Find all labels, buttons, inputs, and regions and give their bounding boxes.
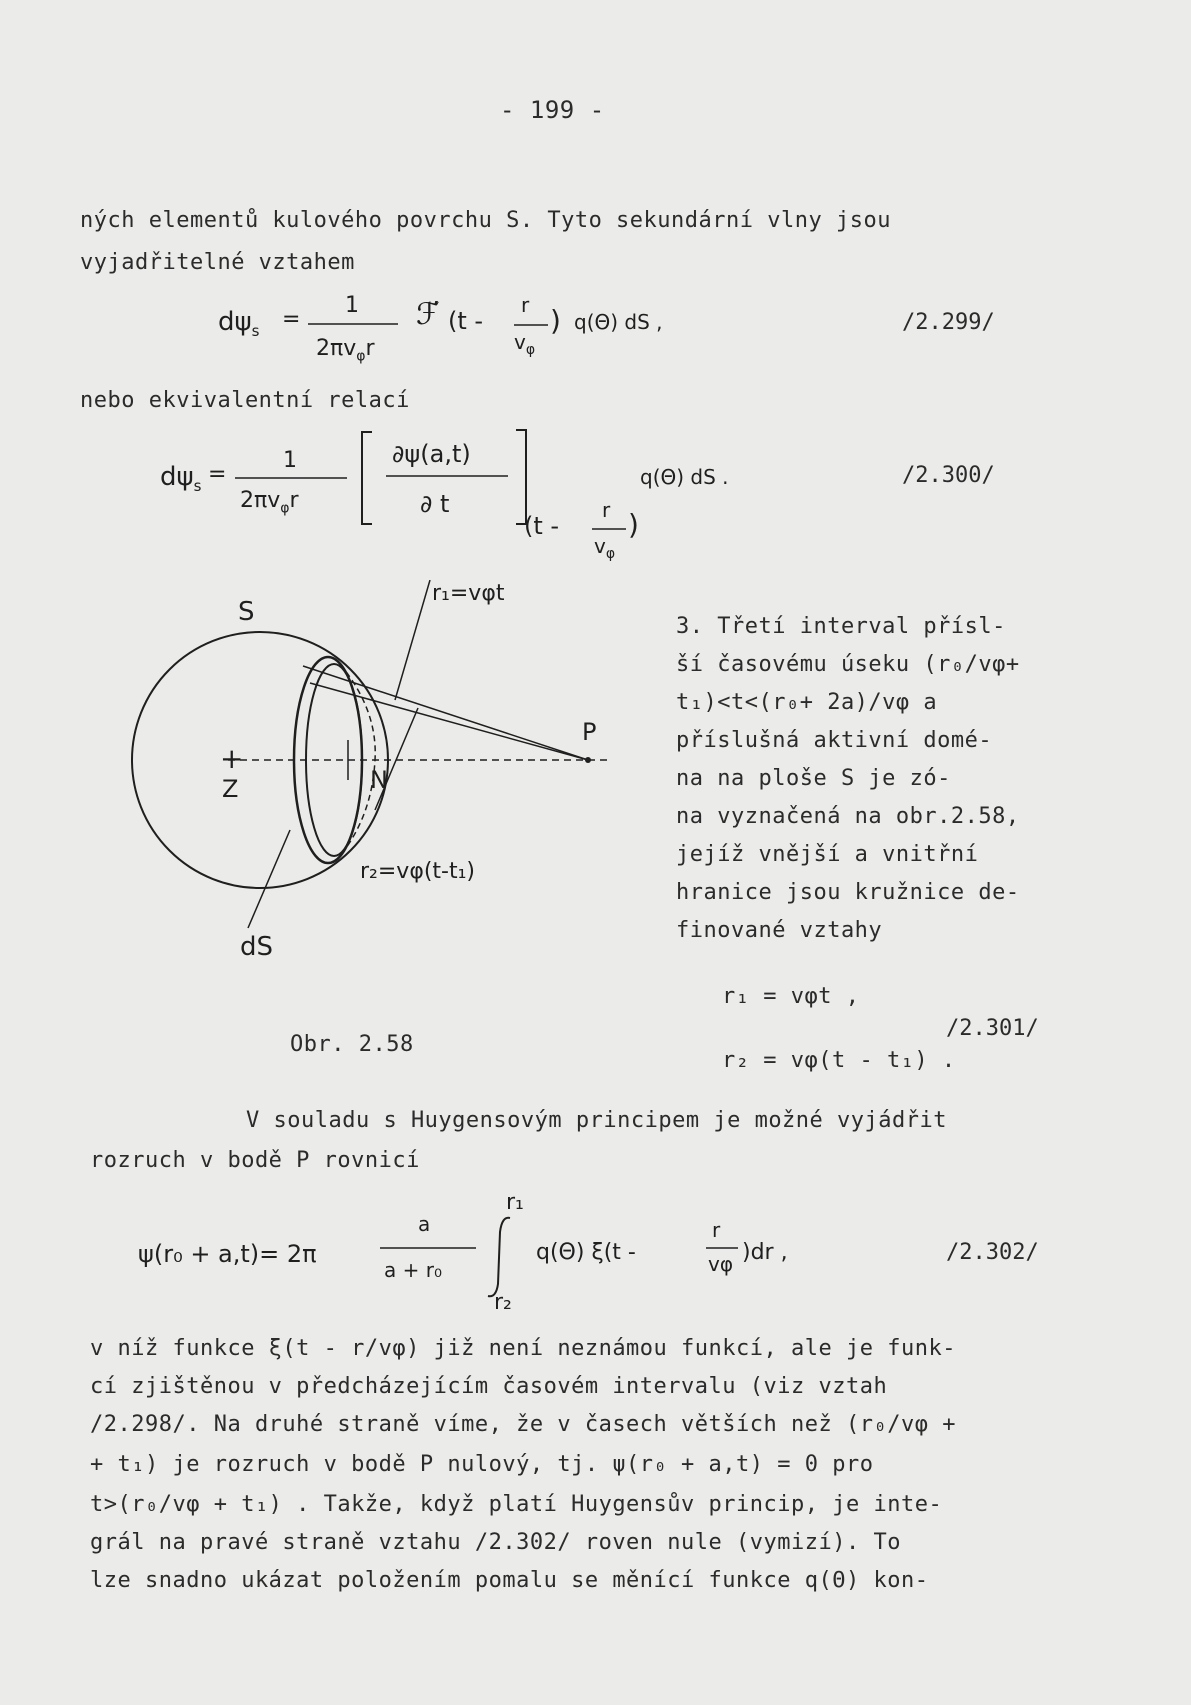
eq300-bracket-denominator: ∂ t [420, 490, 450, 518]
right-line-8: hranice jsou kružnice de- [676, 880, 1020, 905]
eq302-arg-numerator: r [712, 1218, 721, 1242]
eq299-tail: q(Θ) dS , [574, 310, 663, 334]
right-line-2: ší časovému úseku (r₀/vφ+ [676, 652, 1020, 677]
eq300-denominator: $2\pi v_\varphi r$ [240, 488, 299, 517]
para3-line-5: t>(r₀/vφ + t₁) . Takže, když platí Huygensův princip, je inte- [90, 1492, 943, 1517]
eq300-numerator: 1 [283, 448, 297, 473]
eq302-fraction-bar [380, 1246, 476, 1250]
para2-line-2: rozruch v bodě P rovnicí [90, 1148, 420, 1173]
intro-line-2: vyjadřitelné vztahem [80, 250, 355, 275]
label-z: Z [222, 775, 239, 803]
eq299-denominator: $2\pi v_\varphi r$ [316, 336, 375, 365]
label-s: S [238, 597, 255, 627]
point-p-dot [585, 757, 591, 763]
eq299-numerator: 1 [345, 293, 359, 318]
eq299-arg-bar [514, 323, 548, 327]
right-line-9: finované vztahy [676, 918, 883, 943]
eq301-line-2: r₂ = vφ(t - t₁) . [722, 1048, 956, 1073]
eq301-number: /2.301/ [946, 1016, 1039, 1041]
eq301-line-1: r₁ = vφt , [722, 984, 860, 1009]
figure-caption: Obr. 2.58 [290, 1032, 414, 1057]
label-n: N [370, 766, 388, 794]
right-line-6: na vyznačená na obr.2.58, [676, 804, 1020, 829]
eq300-lhs: $d\psi_s$ [160, 462, 202, 496]
right-line-4: příslušná aktivní domé- [676, 728, 993, 753]
eq302-number: /2.302/ [946, 1240, 1039, 1265]
eq302-upper-limit: r₁ [506, 1190, 524, 1215]
eq299-arg-numerator: r [521, 293, 530, 317]
eq300-equals: = [208, 462, 227, 487]
eq300-number: /2.300/ [902, 463, 995, 488]
para3-line-3: /2.298/. Na druhé straně víme, že v časech větších než (r₀/vφ + [90, 1412, 956, 1437]
right-line-5: na na ploše S je zó- [676, 766, 951, 791]
label-plus: + [220, 742, 244, 775]
eq302-integral-sign [486, 1214, 516, 1300]
eq302-denominator: a + r₀ [384, 1258, 442, 1282]
ray-r1 [303, 666, 588, 760]
para3-line-7: lze snadno ukázat položením pomalu se měnící funkce q(Θ) kon- [90, 1568, 929, 1593]
eq300-bracket-numerator: ∂ψ(a,t) [392, 440, 471, 468]
para3-line-1: v níž funkce ξ(t - r/vφ) již není neznámou funkcí, ale je funk- [90, 1336, 956, 1361]
eq299-equals: = [282, 307, 301, 332]
leader-r1 [395, 580, 430, 700]
eq302-integrand: q(Θ) ξ(t - [536, 1240, 636, 1265]
eq300-eval-close: ) [628, 508, 639, 541]
mid-text: nebo ekvivalentní relací [80, 388, 410, 413]
figure-2-58 [120, 580, 640, 1000]
leader-r2 [375, 708, 418, 810]
eq299-lhs: $d\psi_s$ [218, 307, 260, 341]
eq299-arg-open: (t - [448, 307, 484, 335]
eq302-lower-limit: r₂ [494, 1290, 512, 1315]
eq302-numerator: a [418, 1212, 431, 1236]
eq300-eval-numerator: r [602, 498, 611, 522]
eq300-eval-denominator: $v_\varphi$ [594, 534, 616, 562]
leader-ds [248, 830, 290, 928]
right-line-3: t₁)<t<(r₀+ 2a)/vφ a [676, 690, 938, 715]
para3-line-6: grál na pravé straně vztahu /2.302/ roven nule (vymizí). To [90, 1530, 901, 1555]
eq300-eval-bar [592, 527, 626, 531]
eq299-number: /2.299/ [902, 310, 995, 335]
eq300-fraction-bar [235, 476, 347, 480]
eq300-tail: q(Θ) dS . [640, 465, 729, 489]
label-ds: dS [240, 932, 274, 962]
right-line-1: 3. Třetí interval přísl- [676, 614, 1006, 639]
eq299-arg-close: ) [550, 304, 561, 337]
right-line-7: jejíž vnější a vnitřní [676, 842, 979, 867]
label-r2: r₂=vφ(t-t₁) [360, 859, 476, 884]
para3-line-4: + t₁) je rozruch v bodě P nulový, tj. ψ(r₀ + a,t) = 0 pro [90, 1452, 874, 1477]
ray-r2 [310, 683, 588, 760]
eq302-arg-denominator: vφ [708, 1252, 734, 1276]
eq299-fraction-bar [308, 322, 398, 326]
eq300-eval-open: (t - [524, 512, 560, 540]
eq302-lhs: ψ(r₀ + a,t)= 2π [138, 1240, 317, 1268]
label-r1: r₁=vφt [432, 581, 505, 606]
eq302-arg-bar [706, 1246, 738, 1250]
eq302-close: )dr , [742, 1240, 788, 1265]
page-number: - 199 - [500, 96, 605, 124]
eq299-function: ℱ̇ [416, 297, 440, 332]
intro-line-1: ných elementů kulového povrchu S. Tyto sekundární vlny jsou [80, 208, 891, 233]
para2-line-1: V souladu s Huygensovým principem je možné vyjádřit [246, 1108, 948, 1133]
eq299-arg-denominator: $v_\varphi$ [514, 330, 536, 358]
label-p: P [582, 718, 597, 746]
para3-line-2: cí zjištěnou v předcházejícím časovém intervalu (viz vztah [90, 1374, 888, 1399]
